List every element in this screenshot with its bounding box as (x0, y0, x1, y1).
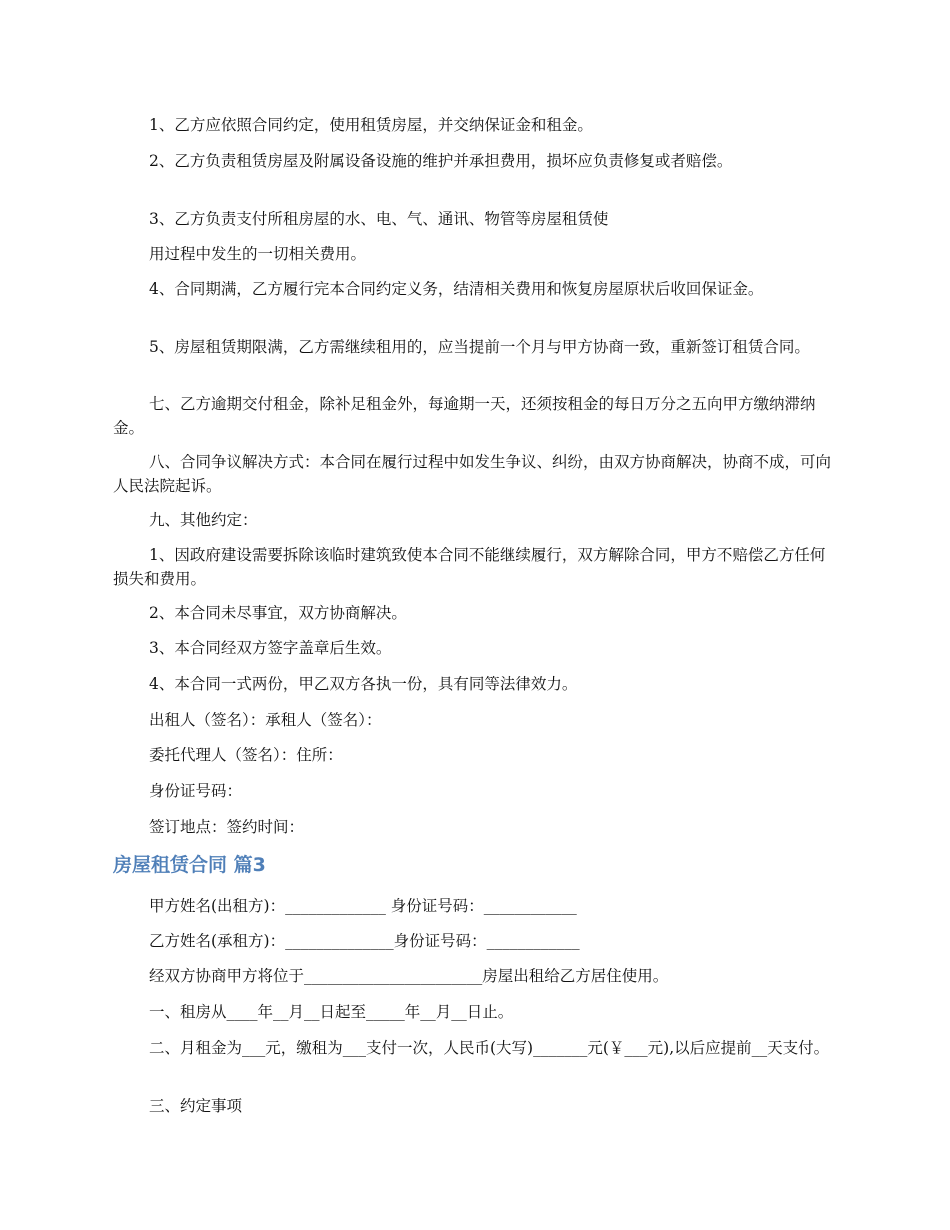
paragraph: 七、乙方逾期交付租金，除补足租金外，每逾期一天，还须按租金的每日万分之五向甲方缴纳滞纳金。 (113, 395, 816, 437)
signature-line-id-number: 身份证号码： (149, 782, 243, 800)
paragraph: 4、本合同一式两份，甲乙双方各执一份，具有同等法律效力。 (149, 675, 578, 693)
paragraph: 1、因政府建设需要拆除该临时建筑致使本合同不能继续履行，双方解除合同，甲方不赔偿乙方任何损失和费用。 (113, 546, 826, 588)
signature-line-agent-address: 委托代理人（签名）：住所： (149, 746, 343, 764)
signature-line-lessor-lessee: 出租人（签名）：承租人（签名）： (149, 711, 382, 729)
signature-line-place-time: 签订地点：签约时间： (149, 818, 305, 836)
paragraph: 三、约定事项 (149, 1097, 243, 1115)
party-b-line: 乙方姓名(承租方)：______________身份证号码：____________ (149, 932, 580, 950)
paragraph: 5、房屋租赁期限满，乙方需继续租用的，应当提前一个月与甲方协商一致，重新签订租赁合同。 (149, 338, 810, 356)
section-heading: 房屋租赁合同 篇3 (113, 854, 266, 876)
paragraph: 2、本合同未尽事宜，双方协商解决。 (149, 604, 407, 622)
paragraph: 经双方协商甲方将位于_______________________房屋出租给乙方居住使用。 (149, 967, 669, 985)
paragraph: 3、本合同经双方签字盖章后生效。 (149, 639, 392, 657)
paragraph: 一、租房从____年__月__日起至_____年__月__日止。 (149, 1003, 514, 1021)
paragraph: 用过程中发生的一切相关费用。 (149, 245, 367, 263)
paragraph: 1、乙方应依照合同约定，使用租赁房屋，并交纳保证金和租金。 (149, 116, 593, 134)
party-a-line: 甲方姓名(出租方)：_____________ 身份证号码：____________ (149, 897, 577, 915)
paragraph: 二、月租金为___元，缴租为___支付一次，人民币(大写)_______元(￥___元),以后应提前__天支付。 (149, 1039, 830, 1057)
paragraph: 九、其他约定： (149, 511, 258, 529)
paragraph: 2、乙方负责租赁房屋及附属设备设施的维护并承担费用，损坏应负责修复或者赔偿。 (149, 152, 733, 170)
paragraph: 八、合同争议解决方式：本合同在履行过程中如发生争议、纠纷，由双方协商解决，协商不成，可向人民法院起诉。 (113, 453, 832, 495)
paragraph: 4、合同期满，乙方履行完本合同约定义务，结清相关费用和恢复房屋原状后收回保证金。 (149, 280, 764, 298)
paragraph: 3、乙方负责支付所租房屋的水、电、气、通讯、物管等房屋租赁使 (149, 210, 609, 228)
